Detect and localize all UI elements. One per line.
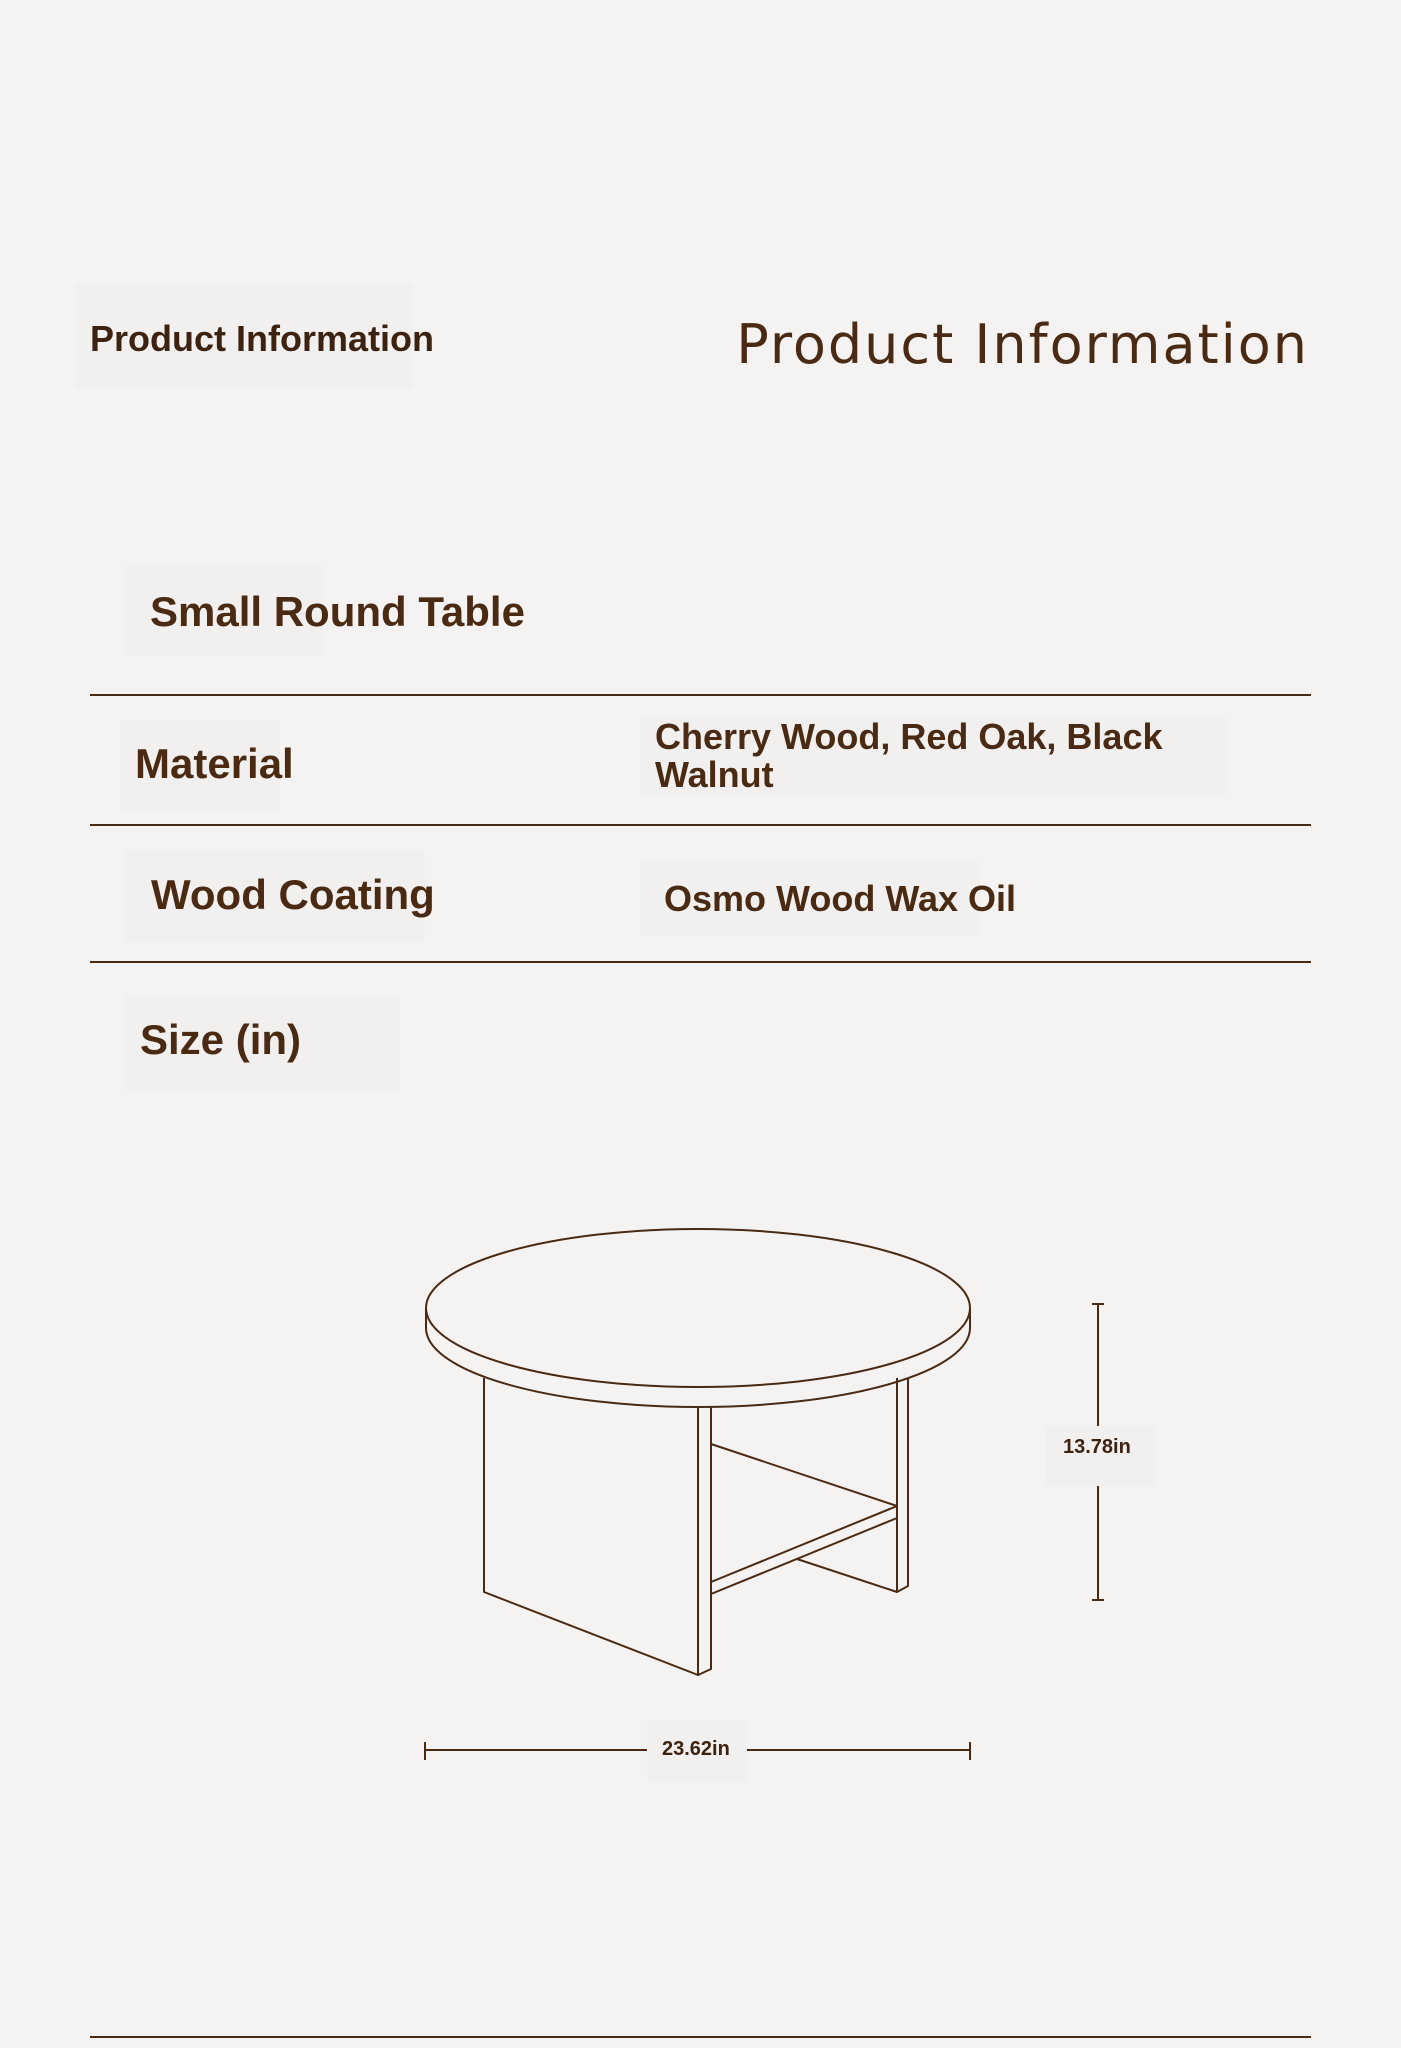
height-label: 13.78in (1063, 1436, 1131, 1458)
width-label: 23.62in (662, 1738, 730, 1760)
material-value-line2: Walnut (655, 754, 774, 795)
page-title: Product Information (736, 313, 1309, 376)
front-panel (484, 1378, 698, 1675)
divider-bottom (90, 2036, 1311, 2038)
tabletop-surface (426, 1229, 970, 1387)
round-table-line-drawing (426, 1229, 970, 1675)
shelf-rear (797, 1559, 897, 1592)
header-tag-title: Product Information (90, 318, 434, 359)
size-label: Size (in) (140, 1016, 302, 1063)
coating-value: Osmo Wood Wax Oil (664, 878, 1017, 919)
material-value-line1: Cherry Wood, Red Oak, Black (655, 716, 1163, 757)
center-leg (698, 1406, 711, 1675)
material-label: Material (135, 740, 294, 787)
tabletop-edge (426, 1308, 970, 1407)
back-leg (897, 1378, 908, 1592)
coating-label: Wood Coating (151, 871, 435, 918)
product-name: Small Round Table (150, 588, 525, 635)
